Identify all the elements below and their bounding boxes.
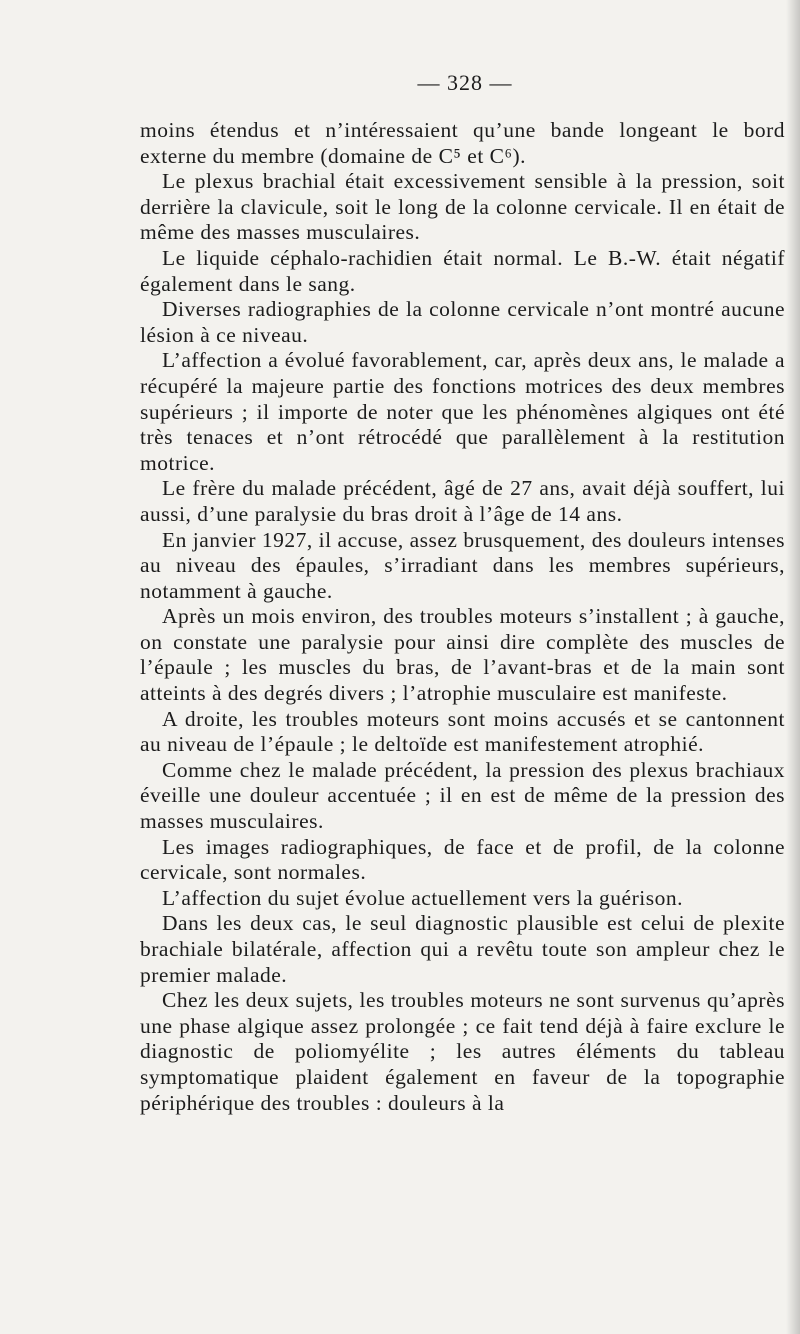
paragraph: Dans les deux cas, le seul diagnostic plausible est celui de plexite brachiale bilatérale, affection qui a revêtu toute son ampleur chez le premier malade. bbox=[140, 911, 785, 987]
paragraph-continuation: moins étendus et n’intéressaient qu’une bande longeant le bord externe du membre (domaine de C⁵ et C⁶). bbox=[140, 118, 785, 168]
paragraph: A droite, les troubles moteurs sont moins accusés et se cantonnent au niveau de l’épaule ; le deltoïde est manifestement atrophié. bbox=[140, 706, 785, 757]
paragraph: En janvier 1927, il accuse, assez brusquement, des douleurs intenses au niveau des épaules, s’irradiant dans les membres supérieurs, notamment à gauche. bbox=[140, 527, 785, 603]
paragraph: Le liquide céphalo-rachidien était normal. Le B.-W. était négatif également dans le sang. bbox=[140, 245, 785, 296]
paragraph: L’affection a évolué favorablement, car, après deux ans, le malade a récupéré la majeure partie des fonctions motrices des deux membres supérieurs ; il importe de noter que les phénomènes algiques ont été très tenaces et n’ont rétrocédé que parallèlement à la restitution motrice. bbox=[140, 348, 785, 475]
paragraph: Diverses radiographies de la colonne cervicale n’ont montré aucune lésion à ce niveau. bbox=[140, 297, 785, 347]
page-edge-shadow bbox=[786, 0, 800, 1334]
paragraph: Après un mois environ, des troubles moteurs s’installent ; à gauche, on constate une paralysie pour ainsi dire complète des muscles de l’épaule ; les muscles du bras, de l’avant-bras et de la main sont atteints à des degrés divers ; l’atrophie musculaire est manifeste. bbox=[140, 604, 785, 706]
paragraph: L’affection du sujet évolue actuellement vers la guérison. bbox=[162, 885, 683, 910]
paragraph: Les images radiographiques, de face et de profil, de la colonne cervicale, sont normales. bbox=[140, 834, 785, 885]
paragraph: Chez les deux sujets, les troubles moteurs ne sont survenus qu’après une phase algique assez prolongée ; ce fait tend déjà à faire exclure le diagnostic de poliomyélite ; les autres éléments du tableau symptomatique plaident également en faveur de la topographie périphérique des troubles : douleurs à la bbox=[140, 988, 785, 1115]
paragraph: Comme chez le malade précédent, la pression des plexus brachiaux éveille une douleur accentuée ; il en est de même de la pression des masses musculaires. bbox=[140, 757, 785, 834]
paragraph: Le plexus brachial était excessivement sensible à la pression, soit derrière la clavicule, soit le long de la colonne cervicale. Il en était de même des masses musculaires. bbox=[140, 169, 785, 245]
page-number: — 328 — bbox=[417, 70, 513, 95]
paragraph: Le frère du malade précédent, âgé de 27 ans, avait déjà souffert, lui aussi, d’une paralysie du bras droit à l’âge de 14 ans. bbox=[140, 476, 785, 526]
body-text bbox=[140, 118, 785, 1116]
